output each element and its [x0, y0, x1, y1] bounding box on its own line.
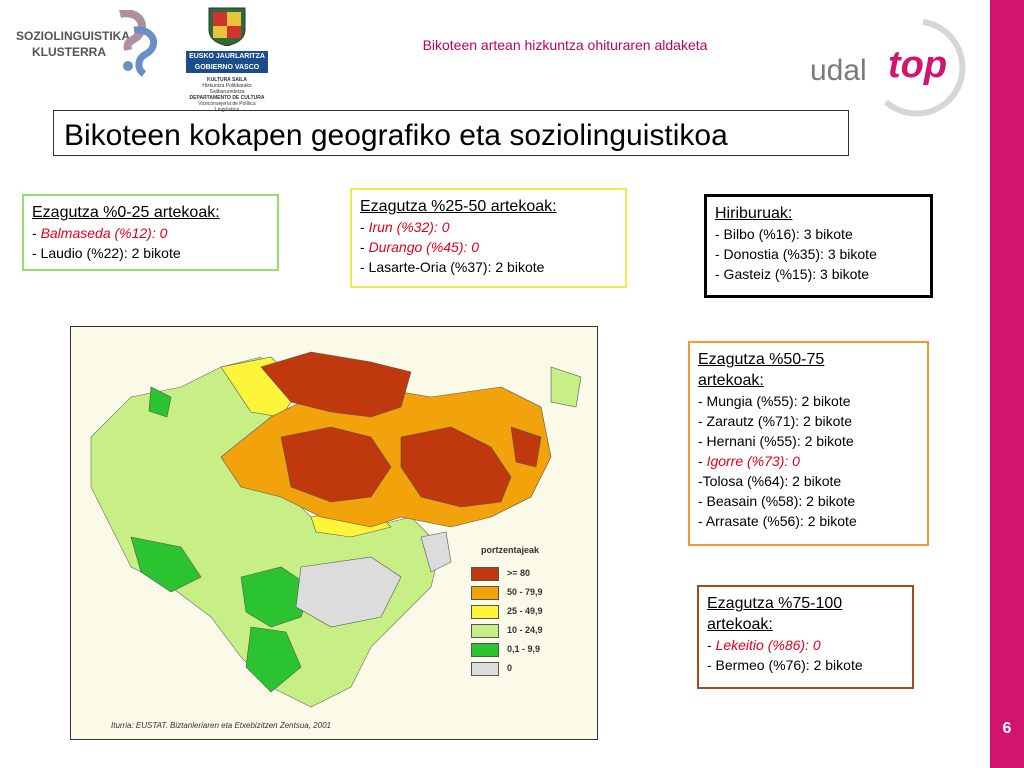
box-25-50 [350, 188, 627, 288]
box-25-50-heading: Ezagutza %25-50 artekoak: [360, 198, 557, 215]
logo-line1: SOZIOLINGUISTIKA [16, 29, 130, 43]
slide-title: Bikoteen kokapen geografiko eta soziolinguistikoa [64, 119, 728, 152]
box-25-50-item3: - Lasarte-Oria (%37): 2 bikote [360, 259, 545, 275]
box-capitals-item3: - Gasteiz (%15): 3 bikote [715, 266, 870, 282]
map-regions-icon [71, 327, 598, 740]
soziolinguistika-klusterra-logo [14, 10, 164, 80]
page-number: 6 [1002, 720, 1012, 737]
box-50-75-item3: - Hernani (%55): 2 bikote [698, 433, 854, 449]
gv-small1: KULTURA SAILA [207, 77, 247, 83]
box-50-75 [688, 341, 929, 546]
box-75-100-heading2: artekoak: [707, 616, 773, 633]
slide-title-box [53, 110, 849, 156]
box-capitals-item2: - Donostia (%35): 3 bikote [715, 246, 877, 262]
box-50-75-item5: -Tolosa (%64): 2 bikote [698, 473, 842, 489]
box-capitals [704, 194, 933, 298]
box-50-75-heading2: artekoak: [698, 372, 764, 389]
box-50-75-item4: - Igorre (%73): 0 [698, 453, 800, 469]
gobierno-vasco-logo [186, 6, 268, 113]
gv-small3: DEPARTAMENTO DE CULTURA [189, 95, 265, 101]
coat-of-arms-icon [205, 6, 249, 46]
legend-item [471, 567, 581, 583]
logo-line2: KLUSTERRA [32, 45, 106, 59]
box-25-50-item2: - Durango (%45): 0 [360, 239, 480, 255]
accent-sidebar [990, 0, 1024, 768]
gv-line2: GOBIERNO VASCO [186, 62, 268, 73]
legend-item [471, 586, 581, 602]
header-title: Bikoteen artean hizkuntza ohituraren aldaketa [422, 37, 708, 53]
legend-swatch [471, 662, 499, 676]
box-capitals-heading: Hiriburuak: [715, 205, 793, 222]
legend-swatch [471, 567, 499, 581]
legend-label: 25 - 49,9 [507, 606, 543, 616]
box-75-100-item1: - Lekeitio (%86): 0 [707, 637, 821, 653]
gv-small4: Viceconsejería de Política Lingüística [198, 101, 256, 113]
legend-label: 10 - 24,9 [507, 625, 543, 635]
legend-swatch [471, 605, 499, 619]
legend-item [471, 605, 581, 621]
gv-line1: EUSKO JAURLARITZA [186, 51, 268, 62]
box-50-75-item6: - Beasain (%58): 2 bikote [698, 493, 856, 509]
klusterra-symbol-icon [114, 10, 164, 80]
legend-swatch [471, 643, 499, 657]
box-75-100 [697, 585, 914, 689]
legend-item [471, 624, 581, 640]
legend-item [471, 662, 581, 678]
gv-small2: Hizkuntza Politikarako Sailburuordetza [202, 83, 252, 95]
box-0-25 [22, 194, 279, 271]
box-capitals-item1: - Bilbo (%16): 3 bikote [715, 226, 853, 242]
legend-item [471, 643, 581, 659]
udaltop-logo [808, 18, 978, 118]
legend-label: 0,1 - 9,9 [507, 644, 541, 654]
udal-text: udal [810, 54, 867, 87]
box-0-25-heading: Ezagutza %0-25 artekoak: [32, 204, 220, 221]
legend-label: 50 - 79,9 [507, 587, 543, 597]
box-50-75-item2: - Zarautz (%71): 2 bikote [698, 413, 853, 429]
legend-swatch [471, 586, 499, 600]
legend-label: 0 [507, 663, 513, 673]
legend-title: portzentajeak [481, 545, 540, 555]
box-50-75-item1: - Mungia (%55): 2 bikote [698, 393, 851, 409]
box-50-75-item7: - Arrasate (%56): 2 bikote [698, 513, 857, 529]
box-75-100-heading1: Ezagutza %75-100 [707, 595, 843, 612]
top-text: top [888, 44, 948, 86]
box-50-75-heading1: Ezagutza %50-75 [698, 351, 825, 368]
box-25-50-item1: - Irun (%32): 0 [360, 219, 450, 235]
legend-swatch [471, 624, 499, 638]
legend-label: >= 80 [507, 568, 531, 578]
map-source: Iturria: EUSTAT. Biztanleriaren eta Etxebizitzen Zentsua, 2001 [111, 721, 331, 730]
box-75-100-item2: - Bermeo (%76): 2 bikote [707, 657, 863, 673]
basque-country-map [70, 326, 598, 740]
box-0-25-item2: - Laudio (%22): 2 bikote [32, 245, 181, 261]
box-0-25-item1: - Balmaseda (%12): 0 [32, 225, 168, 241]
